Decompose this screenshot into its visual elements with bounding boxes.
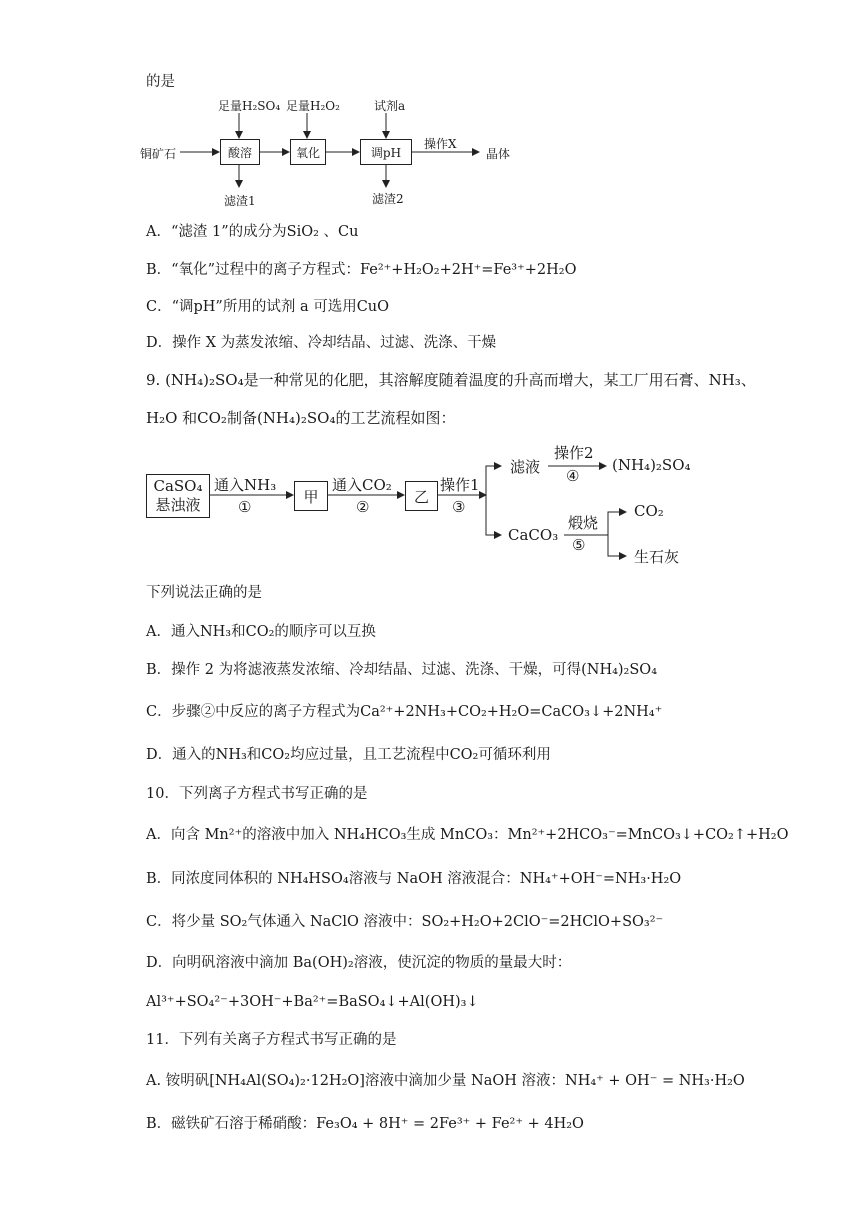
q9-start-line2: 悬浊液 [155,496,201,514]
q8-intro-tail: 的是 [146,74,175,90]
q9-step2-num: ② [356,498,370,516]
q9-product: (NH₄)₂SO₄ [612,456,691,474]
q9-yi [405,481,438,511]
q10-option-b: B．同浓度同体积的 NH₄HSO₄溶液与 NaOH 溶液混合：NH₄⁺+OH⁻=NH₃·H₂O [146,871,682,887]
q10-option-d-equation: Al³⁺+SO₄²⁻+3OH⁻+Ba²⁺=BaSO₄↓+Al(OH)₃↓ [146,994,479,1010]
q8-step1-label: 酸溶 [227,145,252,160]
q8-input: 铜矿石 [140,147,177,161]
q9-arrow5-label: 煅烧 [568,514,599,532]
q9-arrow3-label: 操作1 [440,476,480,494]
q9-start-caso4 [146,474,210,518]
q8-residue2: 滤渣2 [372,192,404,206]
q9-arrow1-label: 通入NH₃ [214,476,277,494]
q11-option-b: B．磁铁矿石溶于稀硝酸：Fe₃O₄ + 8H⁺ = 2Fe³⁺ + Fe²⁺ + 4H₂O [146,1116,584,1132]
q8-step2-label: 氧化 [295,145,320,160]
q9-stem-line2: H₂O 和CO₂制备(NH₄)₂SO₄的工艺流程如图： [146,409,456,427]
q8-option-c: C．“调pH”所用的试剂 a 可选用CuO [146,299,390,315]
q9-jia [294,481,328,511]
q8-option-b: B．“氧化”过程中的离子方程式：Fe²⁺+H₂O₂+2H⁺=Fe³⁺+2H₂O [146,262,577,278]
q9-lime: 生石灰 [634,548,680,566]
q9-option-d: D．通入的NH₃和CO₂均应过量，且工艺流程中CO₂可循环利用 [146,747,551,763]
q9-arrow4-label: 操作2 [554,444,594,462]
q9-option-a: A．通入NH₃和CO₂的顺序可以互换 [146,624,376,640]
q8-option-a: A．“滤渣 1”的成分为SiO₂ 、Cu [146,224,359,240]
q9-stem-line1: 9. (NH₄)₂SO₄是一种常见的化肥，其溶解度随着温度的升高而增大，某工厂用石膏、NH₃、 [146,371,756,389]
q9-option-b: B．操作 2 为将滤液蒸发浓缩、冷却结晶、过滤、洗涤、干燥，可得(NH₄)₂SO₄ [146,662,658,678]
q9-co2: CO₂ [634,502,664,520]
q8-flow-arrows [140,95,540,210]
q8-residue1: 滤渣1 [224,194,256,208]
q8-reagent3: 试剂a [374,99,406,113]
q9-caco3: CaCO₃ [508,526,559,544]
q10-stem: 10．下列离子方程式书写正确的是 [146,786,368,802]
q9-flow-diagram [146,440,726,570]
q8-reagent1: 足量H₂SO₄ [218,99,281,113]
q8-step3-label: 调pH [370,145,402,160]
q8-step-acid-dissolve [220,139,260,165]
q8-flow-diagram [140,95,540,210]
q10-option-c: C．将少量 SO₂气体通入 NaClO 溶液中：SO₂+H₂O+2ClO⁻=2HClO+SO₃²⁻ [146,914,664,930]
q8-step-oxidation [290,139,326,165]
q9-jia-label: 甲 [303,487,319,506]
q9-arrow2-label: 通入CO₂ [332,476,392,494]
q9-step5-num: ⑤ [572,536,586,554]
q9-option-c: C．步骤②中反应的离子方程式为Ca²⁺+2NH₃+CO₂+H₂O=CaCO₃↓+2NH₄⁺ [146,704,663,720]
q10-option-a: A．向含 Mn²⁺的溶液中加入 NH₄HCO₃生成 MnCO₃：Mn²⁺+2HCO₃⁻=MnCO₃↓+CO₂↑+H₂O [146,827,789,843]
q9-step4-num: ④ [566,467,580,485]
q10-option-d: D．向明矾溶液中滴加 Ba(OH)₂溶液，使沉淀的物质的量最大时： [146,955,572,971]
q9-step1-num: ① [238,498,252,516]
q8-output: 晶体 [486,147,511,161]
q8-op-x: 操作X [424,137,457,151]
q8-reagent2: 足量H₂O₂ [286,99,340,113]
q11-option-a: A. 铵明矾[NH₄Al(SO₄)₂·12H₂O]溶液中滴加少量 NaOH 溶液：NH₄⁺ + OH⁻ = NH₃·H₂O [146,1073,745,1089]
q8-step-adjust-ph [360,139,412,165]
q11-stem: 11．下列有关离子方程式书写正确的是 [146,1032,397,1048]
q9-step3-num: ③ [452,498,466,516]
q9-filtrate: 滤液 [510,458,541,476]
q8-option-d: D．操作 X 为蒸发浓缩、冷却结晶、过滤、洗涤、干燥 [146,335,497,351]
q9-question: 下列说法正确的是 [146,585,262,601]
q9-yi-label: 乙 [413,487,429,506]
q9-start-line1: CaSO₄ [153,477,203,495]
